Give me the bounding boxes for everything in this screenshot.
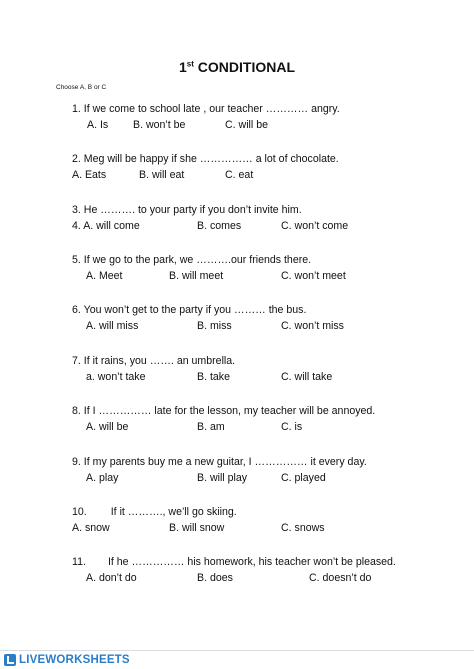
option-c[interactable]: C. will take — [281, 371, 333, 383]
question-3 — [72, 202, 349, 234]
question-number: 8. — [72, 405, 81, 417]
question-number: 1. — [72, 103, 81, 115]
question-1 — [72, 101, 340, 133]
option-c[interactable]: C. is — [281, 421, 303, 433]
question-number: 6. — [72, 304, 81, 316]
option-b[interactable]: B. comes — [197, 220, 242, 232]
option-a[interactable]: A. Meet — [86, 270, 123, 282]
option-c[interactable]: C. will be — [225, 119, 268, 131]
question-number: 5. — [72, 254, 81, 266]
question-text: If my parents buy me a new guitar, I …………… it every day. — [83, 456, 367, 468]
option-b[interactable]: B. does — [197, 572, 233, 584]
question-text: Meg will be happy if she …………… a lot of chocolate. — [83, 153, 339, 165]
liveworksheets-logo-icon — [4, 654, 16, 666]
option-c[interactable]: C. won’t meet — [281, 270, 346, 282]
question-text: If it ………., we’ll go skiing. — [110, 506, 237, 518]
question-text: You won’t get to the party if you ……… the bus. — [83, 304, 307, 316]
question-number: 3. — [72, 204, 81, 216]
option-a[interactable]: A. snow — [72, 522, 110, 534]
brand-name: LIVEWORKSHEETS — [19, 654, 130, 666]
instruction-text: Choose A, B or C — [56, 84, 107, 91]
option-c[interactable]: C. won’t come — [281, 220, 349, 232]
question-text: If I …………… late for the lesson, my teacher will be annoyed. — [83, 405, 376, 417]
option-c[interactable]: C. won’t miss — [281, 320, 344, 332]
question-7 — [72, 353, 333, 385]
option-b[interactable]: B. won’t be — [133, 119, 186, 131]
option-a[interactable]: A. Is — [87, 119, 109, 131]
option-a[interactable]: A. don’t do — [86, 572, 137, 584]
option-b[interactable]: B. will snow — [169, 522, 225, 534]
question-number: 9. — [72, 456, 81, 468]
question-number: 10. — [72, 506, 87, 518]
question-8 — [72, 403, 375, 435]
option-b[interactable]: B. am — [197, 421, 225, 433]
option-b[interactable]: B. will eat — [139, 169, 185, 181]
option-c[interactable]: C. doesn’t do — [309, 572, 372, 584]
question-6 — [72, 302, 344, 334]
option-b[interactable]: B. will play — [197, 472, 248, 484]
option-b[interactable]: B. take — [197, 371, 230, 383]
option-c[interactable]: C. played — [281, 472, 326, 484]
question-number: 11. — [72, 556, 86, 568]
question-text: If we come to school late , our teacher ………… angry. — [83, 103, 340, 115]
question-2 — [72, 151, 339, 183]
option-c[interactable]: C. eat — [225, 169, 254, 181]
option-a[interactable]: A. will miss — [86, 320, 139, 332]
question-text: If it rains, you ……. an umbrella. — [83, 355, 236, 367]
option-a[interactable]: A. Eats — [72, 169, 107, 181]
question-9 — [72, 454, 367, 486]
option-a[interactable]: A. will be — [86, 421, 129, 433]
question-text: If he …………… his homework, his teacher won’t be pleased. — [107, 556, 396, 568]
question-number: 7. — [72, 355, 81, 367]
option-c[interactable]: C. snows — [281, 522, 325, 534]
question-10 — [72, 504, 325, 536]
question-5 — [72, 252, 346, 284]
option-b[interactable]: B. miss — [197, 320, 232, 332]
question-text: He ………. to your party if you don’t invite him. — [83, 204, 302, 216]
option-a[interactable]: A. play — [86, 472, 119, 484]
question-11 — [72, 554, 396, 586]
liveworksheets-brand[interactable] — [4, 653, 130, 667]
option-a[interactable]: a. won’t take — [86, 371, 146, 383]
option-a[interactable]: 4. A. will come — [72, 220, 140, 232]
option-b[interactable]: B. will meet — [169, 270, 224, 282]
worksheet-title: 1st CONDITIONAL — [178, 59, 296, 75]
question-number: 2. — [72, 153, 81, 165]
question-text: If we go to the park, we ……….our friends there. — [83, 254, 312, 266]
footer-bar — [0, 650, 474, 669]
